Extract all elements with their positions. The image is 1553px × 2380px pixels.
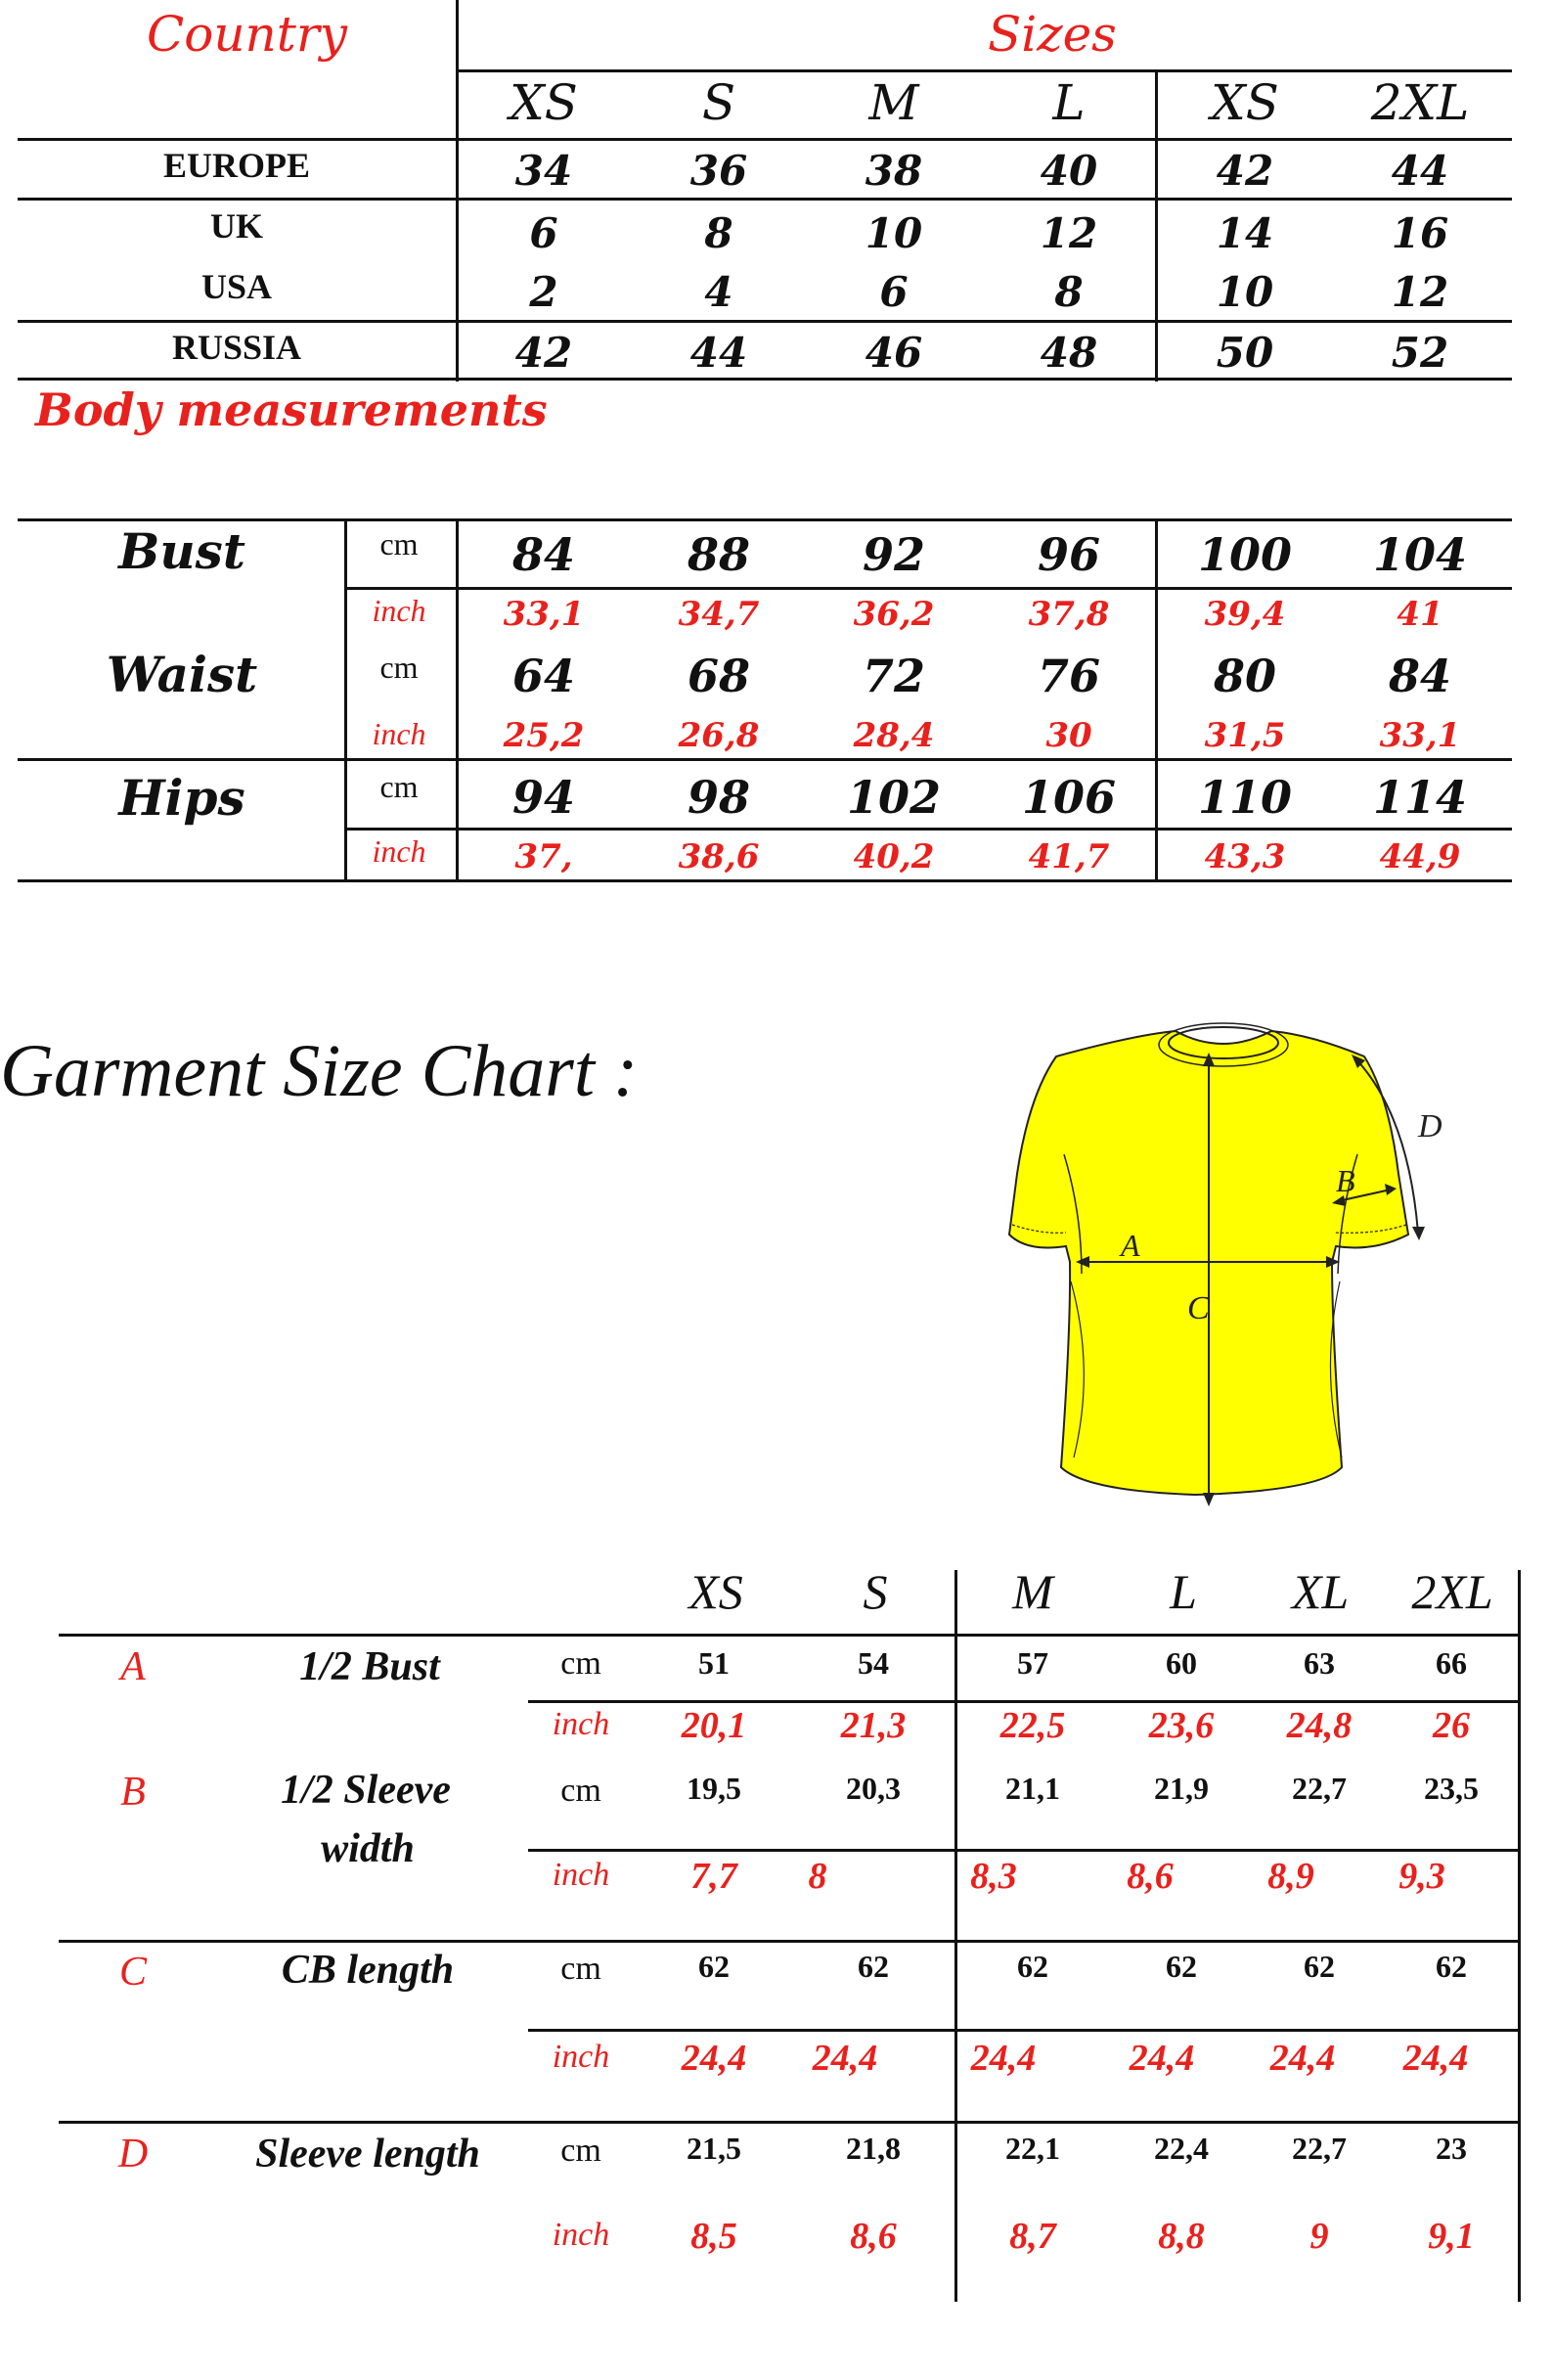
country-header: Country [147, 6, 348, 63]
cb-length-cm-value: 62 [1304, 1949, 1335, 1984]
half-sleeve-inch-value: 8,6 [1127, 1856, 1174, 1897]
half-bust-cm-value: 66 [1436, 1645, 1467, 1681]
uk-value: 6 [529, 209, 558, 257]
cb-length-inch-value: 24,4 [1129, 2038, 1195, 2079]
waist-cm-value: 64 [511, 650, 576, 702]
row-letter-d: D [117, 2132, 149, 2177]
sleeve-length-inch-value: 9,1 [1428, 2216, 1475, 2257]
sleeve-length-inch-value: 8,5 [690, 2216, 737, 2257]
sleeve-length-cm-value: 21,5 [687, 2131, 741, 2166]
waist-cm-value: 76 [1037, 650, 1101, 702]
europe-value: 44 [1391, 147, 1449, 195]
half-bust-cm-value: 51 [698, 1645, 730, 1681]
table-right-border [1518, 1570, 1521, 2302]
half-sleeve-cm-value: 22,7 [1292, 1771, 1347, 1806]
garment-size-chart-title: Garment Size Chart : [0, 1030, 639, 1112]
bust-cm-value: 104 [1372, 528, 1468, 581]
cb-length-cm-value: 62 [858, 1949, 889, 1984]
russia-value: 48 [1040, 329, 1098, 377]
waist-cm-unit: cm [379, 650, 419, 685]
hips-inch-value: 38,6 [678, 837, 760, 876]
half-bust-inch-value: 23,6 [1148, 1705, 1215, 1746]
europe-value: 38 [865, 147, 923, 195]
half-sleeve-cm-value: 21,1 [1005, 1771, 1060, 1806]
cb-length-cm-value: 62 [1166, 1949, 1197, 1984]
sizes-header: Sizes [988, 6, 1117, 63]
sleeve-length-inch-value: 8,7 [1009, 2216, 1056, 2257]
row-letter-a: A [120, 1644, 146, 1689]
bust-inch-value: 39,4 [1204, 595, 1286, 634]
sleeve-length-cm-value: 22,4 [1154, 2131, 1209, 2166]
table-line [18, 518, 1512, 521]
waist-inch-value: 31,5 [1204, 716, 1286, 755]
bust-cm-value: 88 [687, 528, 751, 581]
half-sleeve-inch-value: 8,3 [970, 1856, 1017, 1897]
half-sleeve-cm-value: 21,9 [1154, 1771, 1209, 1806]
usa-value: 10 [1216, 268, 1274, 316]
uk-value: 10 [865, 209, 923, 257]
country-name-europe: EUROPE [162, 146, 311, 185]
garment-size-m: M [1012, 1564, 1053, 1619]
country-name-usa: USA [200, 267, 273, 306]
table-line [59, 1634, 1521, 1637]
garment-size-s: S [863, 1564, 888, 1619]
table-line [456, 69, 1512, 72]
bust-cm-value: 96 [1037, 528, 1101, 581]
size-header-xs: XS [510, 74, 578, 131]
hips-cm-value: 102 [846, 771, 942, 824]
half-bust-inch-value: 26 [1433, 1705, 1470, 1746]
sleeve-length-cm-unit: cm [560, 2133, 601, 2169]
waist-cm-value: 72 [862, 650, 926, 702]
garment-size-l: L [1170, 1564, 1197, 1619]
europe-value: 42 [1216, 147, 1274, 195]
table-line [18, 198, 1512, 201]
hips-inch-value: 44,9 [1379, 837, 1461, 876]
cb-length-inch-value: 24,4 [1269, 2038, 1336, 2079]
garment-size-xl: XL [1291, 1564, 1350, 1619]
cb-length-inch-unit: inch [552, 2039, 610, 2075]
waist-inch-value: 26,8 [678, 716, 760, 755]
bust-inch-value: 36,2 [853, 595, 935, 634]
half-sleeve-inch-value: 7,7 [690, 1856, 737, 1897]
half-sleeve-label: 1/2 Sleeve [281, 1768, 451, 1813]
russia-value: 50 [1216, 329, 1274, 377]
bust-inch-value: 41 [1397, 595, 1443, 634]
sleeve-length-inch-unit: inch [552, 2217, 610, 2253]
half-bust-label: 1/2 Bust [299, 1644, 440, 1689]
half-sleeve-inch-value: 8 [808, 1856, 827, 1897]
uk-value: 14 [1216, 209, 1274, 257]
bust-cm-value: 100 [1197, 528, 1293, 581]
half-sleeve-inch-value: 9,3 [1398, 1856, 1445, 1897]
bust-inch-unit: inch [372, 593, 426, 628]
europe-value: 36 [689, 147, 748, 195]
table-line [528, 1849, 1521, 1852]
cb-length-cm-value: 62 [1017, 1949, 1048, 1984]
waist-cm-value: 68 [687, 650, 751, 702]
diagram-label-c: C [1187, 1290, 1210, 1326]
sleeve-length-cm-value: 22,1 [1005, 2131, 1060, 2166]
bust-inch-value: 37,8 [1028, 595, 1110, 634]
tshirt-diagram [988, 1017, 1457, 1526]
half-sleeve-inch-unit: inch [552, 1857, 610, 1893]
bust-cm-value: 84 [511, 528, 576, 581]
sleeve-length-inch-value: 8,8 [1158, 2216, 1205, 2257]
uk-value: 12 [1040, 209, 1098, 257]
waist-inch-value: 30 [1045, 716, 1092, 755]
cb-length-cm-unit: cm [560, 1951, 601, 1987]
half-bust-cm-value: 60 [1166, 1645, 1197, 1681]
bust-cm-value: 92 [862, 528, 926, 581]
bust-inch-value: 33,1 [503, 595, 585, 634]
sleeve-length-label: Sleeve length [255, 2132, 480, 2177]
table-line [59, 2121, 1521, 2124]
hips-cm-value: 110 [1197, 771, 1293, 824]
table-line [18, 138, 1512, 141]
hips-inch-value: 43,3 [1204, 837, 1286, 876]
sleeve-length-inch-value: 9 [1309, 2216, 1329, 2257]
bust-label: Bust [118, 522, 245, 580]
russia-value: 46 [865, 329, 923, 377]
half-bust-inch-unit: inch [552, 1706, 610, 1742]
half-sleeve-cm-unit: cm [560, 1773, 601, 1809]
half-bust-cm-value: 63 [1304, 1645, 1335, 1681]
cb-length-cm-value: 62 [698, 1949, 730, 1984]
cb-length-inch-value: 24,4 [1402, 2038, 1469, 2079]
table-line [347, 828, 1512, 831]
size-header-2xl: 2XL [1370, 74, 1470, 131]
size-header-l: L [1052, 74, 1086, 131]
body-measurements-title: Body measurements [35, 383, 548, 436]
bust-inch-value: 34,7 [678, 595, 760, 634]
cb-length-cm-value: 62 [1436, 1949, 1467, 1984]
uk-value: 16 [1391, 209, 1449, 257]
half-sleeve-cm-value: 23,5 [1424, 1771, 1479, 1806]
diagram-label-a: A [1121, 1228, 1140, 1263]
waist-cm-value: 80 [1213, 650, 1277, 702]
table-line [528, 1700, 1521, 1703]
diagram-label-d: D [1418, 1108, 1442, 1145]
sleeve-length-inch-value: 8,6 [850, 2216, 897, 2257]
table-line [18, 378, 1512, 381]
garment-size-2xl: 2XL [1411, 1564, 1493, 1619]
country-name-uk: UK [210, 206, 263, 246]
usa-value: 4 [704, 268, 733, 316]
sleeve-length-cm-value: 22,7 [1292, 2131, 1347, 2166]
hips-cm-value: 114 [1372, 771, 1468, 824]
half-sleeve-cm-value: 20,3 [846, 1771, 901, 1806]
usa-value: 12 [1391, 268, 1449, 316]
europe-value: 34 [514, 147, 573, 195]
hips-inch-value: 41,7 [1028, 837, 1110, 876]
size-group-divider [954, 1570, 957, 2302]
cb-length-inch-value: 24,4 [681, 2038, 747, 2079]
hips-cm-value: 94 [511, 771, 576, 824]
table-line [347, 587, 1512, 590]
diagram-label-b: B [1336, 1163, 1355, 1198]
size-header-s: S [701, 74, 736, 131]
usa-value: 2 [529, 268, 558, 316]
cb-length-inch-value: 24,4 [812, 2038, 878, 2079]
russia-value: 44 [689, 329, 748, 377]
country-divider [456, 0, 459, 382]
half-bust-cm-value: 54 [858, 1645, 889, 1681]
value-divider [456, 518, 459, 882]
half-sleeve-inch-value: 8,9 [1267, 1856, 1314, 1897]
size-header-xs2: XS [1211, 74, 1279, 131]
russia-value: 42 [514, 329, 573, 377]
hips-inch-value: 40,2 [853, 837, 935, 876]
hips-cm-unit: cm [379, 769, 419, 804]
table-line [59, 1940, 1521, 1943]
hips-inch-value: 37, [514, 837, 573, 876]
cb-length-label: CB length [281, 1948, 455, 1993]
waist-inch-value: 28,4 [853, 716, 935, 755]
half-bust-inch-value: 24,8 [1286, 1705, 1353, 1746]
russia-value: 52 [1391, 329, 1449, 377]
waist-inch-value: 25,2 [503, 716, 585, 755]
half-bust-inch-value: 22,5 [999, 1705, 1066, 1746]
hips-cm-value: 98 [687, 771, 751, 824]
hips-label: Hips [118, 769, 245, 827]
hips-cm-value: 106 [1021, 771, 1117, 824]
row-letter-b: B [120, 1770, 146, 1815]
waist-label: Waist [106, 646, 258, 703]
garment-size-xs: XS [688, 1564, 743, 1619]
size-group-divider [1155, 518, 1158, 882]
half-bust-inch-value: 20,1 [681, 1705, 747, 1746]
unit-divider [344, 518, 347, 882]
europe-value: 40 [1040, 147, 1098, 195]
half-sleeve-label-line2: width [321, 1826, 415, 1871]
table-line [18, 758, 1512, 761]
country-name-russia: RUSSIA [171, 328, 302, 367]
half-bust-inch-value: 21,3 [840, 1705, 907, 1746]
waist-cm-value: 84 [1388, 650, 1452, 702]
uk-value: 8 [704, 209, 733, 257]
waist-inch-unit: inch [372, 716, 426, 751]
row-letter-c: C [118, 1950, 148, 1995]
table-line [18, 879, 1512, 882]
size-header-m: M [868, 74, 919, 131]
hips-inch-unit: inch [372, 833, 426, 869]
waist-inch-value: 33,1 [1379, 716, 1461, 755]
bust-cm-unit: cm [379, 526, 419, 561]
usa-value: 6 [879, 268, 909, 316]
sleeve-length-cm-value: 23 [1436, 2131, 1467, 2166]
table-line [18, 320, 1512, 323]
half-bust-cm-unit: cm [560, 1645, 601, 1682]
table-line [528, 2029, 1521, 2032]
usa-value: 8 [1054, 268, 1084, 316]
half-sleeve-cm-value: 19,5 [687, 1771, 741, 1806]
half-bust-cm-value: 57 [1017, 1645, 1048, 1681]
cb-length-inch-value: 24,4 [970, 2038, 1037, 2079]
size-group-divider [1155, 72, 1158, 382]
sleeve-length-cm-value: 21,8 [846, 2131, 901, 2166]
